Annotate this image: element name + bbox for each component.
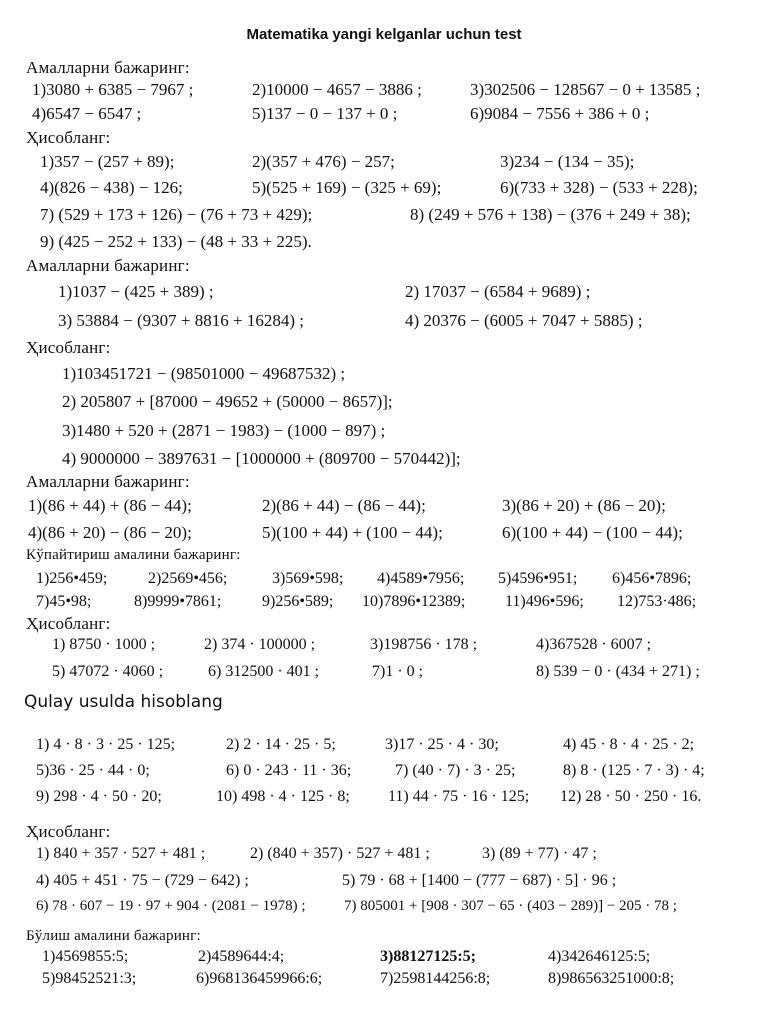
section-heading: Амалларни бажаринг: (26, 256, 190, 275)
problem: 1)1037 − (425 + 389) ; (58, 282, 214, 301)
problem: 5)98452521:3; (42, 970, 137, 987)
problem-row (0, 205, 768, 231)
problem: 2) 374 · 100000 ; (204, 636, 316, 653)
section-heading: Ҳисобланг: (26, 128, 111, 147)
problem: 3)(86 + 20) + (86 − 20); (502, 496, 666, 515)
problem-row (0, 392, 768, 418)
problem: 11)496•596; (505, 593, 584, 610)
problem: 4) 20376 − (6005 + 7047 + 5885) ; (405, 311, 643, 330)
problem-row (0, 762, 768, 788)
problem-row (0, 663, 768, 689)
problem-row (0, 788, 768, 814)
problem: 1)357 − (257 + 89); (40, 152, 175, 171)
problem: 7) 805001 + [908 · 307 − 65 · (403 − 289)] − 205 · 78 ; (344, 898, 677, 914)
problem: 4)(826 − 438) − 126; (40, 178, 183, 197)
problem: 2)(357 + 476) − 257; (252, 152, 395, 171)
section-heading: Бўлиш амалини бажаринг: (26, 928, 201, 944)
problem: 6) 78 · 607 − 19 · 97 + 904 · (2081 − 1978) ; (36, 898, 306, 914)
problem: 5)(100 + 44) + (100 − 44); (262, 523, 443, 542)
section-heading: Ҳисобланг: (26, 822, 111, 841)
problem: 6)(733 + 328) − (533 + 228); (500, 178, 698, 197)
problem: 1) 840 + 357 · 527 + 481 ; (36, 845, 206, 862)
problem-row (0, 496, 768, 522)
problem: 5)(525 + 169) − (325 + 69); (252, 178, 442, 197)
problem: 3) 53884 − (9307 + 8816 + 16284) ; (58, 311, 304, 330)
problem-row (0, 232, 768, 258)
problem: 8) 8 · (125 · 7 · 3) · 4; (563, 762, 705, 779)
problem: 6) 0 · 243 · 11 · 36; (226, 762, 352, 779)
problem: 4)6547 − 6547 ; (32, 104, 142, 123)
problem: 1)256•459; (36, 570, 108, 587)
problem: 9) 298 · 4 · 50 · 20; (36, 788, 162, 805)
section-heading: Ҳисобланг: (26, 338, 111, 357)
problem: 7)45•98; (36, 593, 92, 610)
section-heading: Амалларни бажаринг: (26, 58, 190, 77)
problem-row (0, 970, 768, 996)
section-heading: Qulay usulda hisoblang (24, 692, 223, 712)
problem: 1) 8750 · 1000 ; (52, 636, 156, 653)
problem: 9)256•589; (262, 593, 334, 610)
problem: 6)9084 − 7556 + 386 + 0 ; (470, 104, 650, 123)
section-heading: Ҳисобланг: (26, 614, 111, 633)
problem: 9) (425 − 252 + 133) − (48 + 33 + 225). (40, 232, 312, 251)
problem-row (0, 178, 768, 204)
problem: 4) 405 + 451 · 75 − (729 − 642) ; (36, 872, 249, 889)
problem: 2)4589644:4; (198, 948, 285, 965)
section-heading: Кўпайтириш амалини бажаринг: (26, 547, 241, 563)
problem-row (0, 421, 768, 447)
problem-row (0, 898, 768, 924)
problem: 3) (89 + 77) · 47 ; (482, 845, 597, 862)
problem: 6)456•7896; (612, 570, 692, 587)
problem-row (0, 80, 768, 106)
problem: 8) 539 − 0 · (434 + 271) ; (536, 663, 700, 680)
problem: 4)342646125:5; (548, 948, 651, 965)
problem: 5)137 − 0 − 137 + 0 ; (252, 104, 398, 123)
problem-row (0, 282, 768, 308)
problem-row (0, 593, 768, 619)
problem-row (0, 872, 768, 898)
problem: 7)2598144256:8; (380, 970, 491, 987)
problem: 1) 4 · 8 · 3 · 25 · 125; (36, 736, 176, 753)
problem: 5) 79 · 68 + [1400 − (777 − 687) · 5] · 96 ; (342, 872, 617, 889)
problem-row (0, 364, 768, 390)
problem: 2)10000 − 4657 − 3886 ; (252, 80, 422, 99)
problem: 6)968136459966:6; (196, 970, 323, 987)
problem: 8)9999•7861; (134, 593, 222, 610)
problem: 11) 44 · 75 · 16 · 125; (388, 788, 530, 805)
problem: 4)367528 · 6007 ; (536, 636, 652, 653)
problem: 8)986563251000:8; (548, 970, 675, 987)
problem: 5) 47072 · 4060 ; (52, 663, 164, 680)
problem: 7) (529 + 173 + 126) − (76 + 73 + 429); (40, 205, 313, 224)
problem-row (0, 636, 768, 662)
problem: 2)2569•456; (148, 570, 228, 587)
problem: 4) 9000000 − 3897631 − [1000000 + (809700 − 570442)]; (62, 449, 461, 468)
problem: 5)36 · 25 · 44 · 0; (36, 762, 150, 779)
problem-row (0, 104, 768, 130)
problem: 1)4569855:5; (42, 948, 129, 965)
problem: 4)4589•7956; (377, 570, 465, 587)
problem: 2)(86 + 44) − (86 − 44); (262, 496, 426, 515)
problem: 12)753·486; (617, 593, 697, 610)
problem-row (0, 845, 768, 871)
problem-row (0, 152, 768, 178)
problem: 3)88127125:5; (380, 948, 476, 965)
page-title: Matematika yangi kelganlar uchun test (246, 26, 522, 43)
problem: 10) 498 · 4 · 125 · 8; (216, 788, 350, 805)
problem: 3)234 − (134 − 35); (500, 152, 635, 171)
problem: 3)569•598; (272, 570, 344, 587)
problem: 8) (249 + 576 + 138) − (376 + 249 + 38); (410, 205, 691, 224)
problem: 10)7896•12389; (362, 593, 466, 610)
section-heading: Амалларни бажаринг: (26, 472, 190, 491)
problem: 2) 2 · 14 · 25 · 5; (226, 736, 336, 753)
problem: 3)302506 − 128567 − 0 + 13585 ; (470, 80, 701, 99)
problem: 1)3080 + 6385 − 7967 ; (32, 80, 194, 99)
problem: 2) 17037 − (6584 + 9689) ; (405, 282, 591, 301)
problem: 3)17 · 25 · 4 · 30; (385, 736, 499, 753)
problem: 4) 45 · 8 · 4 · 25 · 2; (563, 736, 695, 753)
problem: 7) (40 · 7) · 3 · 25; (395, 762, 516, 779)
problem: 12) 28 · 50 · 250 · 16. (560, 788, 702, 805)
problem-row (0, 523, 768, 549)
problem-row (0, 736, 768, 762)
problem: 2) 205807 + [87000 − 49652 + (50000 − 8657)]; (62, 392, 393, 411)
problem: 5)4596•951; (498, 570, 578, 587)
problem: 4)(86 + 20) − (86 − 20); (28, 523, 192, 542)
problem: 7)1 · 0 ; (372, 663, 424, 680)
problem: 1)(86 + 44) + (86 − 44); (28, 496, 192, 515)
problem: 3)198756 · 178 ; (370, 636, 478, 653)
problem: 6) 312500 · 401 ; (208, 663, 320, 680)
problem: 1)103451721 − (98501000 − 49687532) ; (62, 364, 346, 383)
problem: 3)1480 + 520 + (2871 − 1983) − (1000 − 897) ; (62, 421, 386, 440)
problem-row (0, 311, 768, 337)
problem: 6)(100 + 44) − (100 − 44); (502, 523, 683, 542)
problem: 2) (840 + 357) · 527 + 481 ; (250, 845, 430, 862)
